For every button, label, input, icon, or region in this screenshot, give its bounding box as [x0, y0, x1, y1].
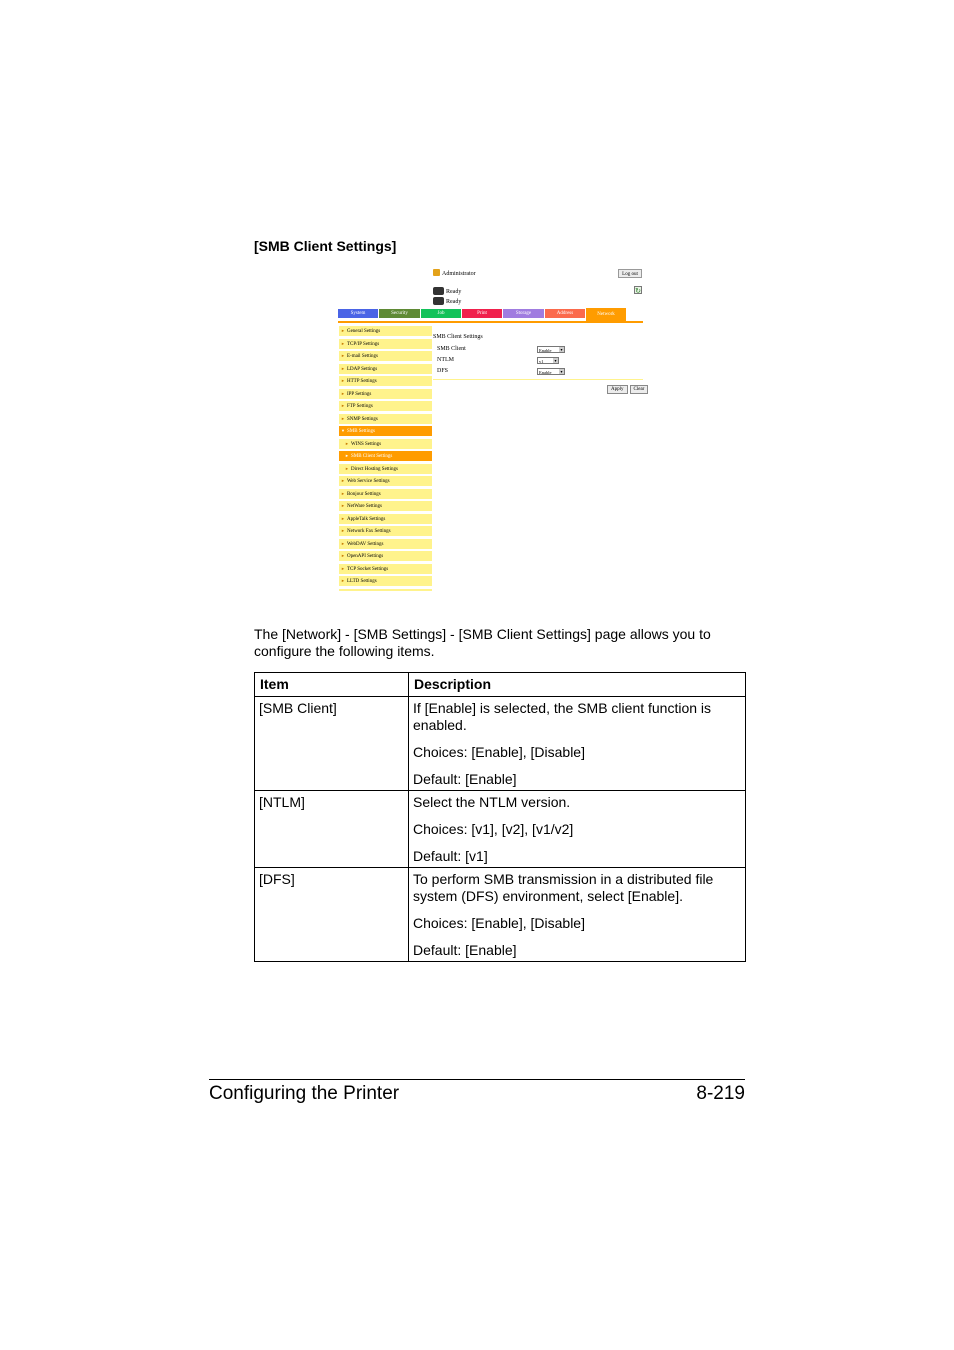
tab-bar: [338, 309, 627, 318]
item-cell: [NTLM]: [255, 791, 409, 868]
arrow-icon: ►: [341, 478, 345, 483]
settings-table: [254, 672, 746, 962]
admin-name: Administrator: [442, 271, 476, 277]
sidebar-item-label: NetWare Settings: [346, 504, 382, 509]
sidebar-item-label: General Settings: [346, 329, 381, 334]
description-line: Choices: [Enable], [Disable]: [413, 915, 585, 931]
sidebar-item-bonjour-settings[interactable]: [339, 489, 432, 499]
sidebar-item-web-service-settings[interactable]: [339, 476, 432, 486]
tab-network[interactable]: Network: [586, 308, 626, 321]
arrow-icon: ►: [341, 328, 345, 333]
table-row: [255, 868, 746, 962]
sidebar-item-label: TCP Socket Settings: [346, 566, 389, 572]
field-row: [433, 355, 643, 366]
page-number: 8-219: [696, 1083, 745, 1104]
clear-button[interactable]: Clear: [630, 385, 649, 394]
sidebar-item-ipp-settings[interactable]: [339, 389, 432, 399]
sidebar-item-webdav-settings[interactable]: [339, 539, 432, 549]
field-select[interactable]: [537, 368, 565, 375]
table-row: [255, 697, 746, 791]
description-line: Choices: [Enable], [Disable]: [413, 744, 585, 760]
arrow-icon: ►: [341, 515, 345, 521]
chevron-down-icon: ▾: [554, 358, 557, 363]
description-line: Select the NTLM version.: [413, 794, 571, 810]
sidebar-item-label: Bonjour Settings: [346, 491, 381, 497]
sidebar-item-snmp-settings[interactable]: [339, 414, 432, 424]
tab-storage[interactable]: Storage: [503, 309, 544, 318]
arrow-icon: ►: [341, 503, 345, 508]
sidebar-item-label: FTP Settings: [346, 404, 373, 409]
tab-system[interactable]: System: [338, 309, 378, 318]
arrow-icon: ►: [341, 565, 345, 571]
sidebar-item-appletalk-settings[interactable]: [339, 514, 432, 524]
header-item: Item: [255, 673, 409, 697]
arrow-icon: ►: [341, 353, 345, 358]
sidebar-item-label: LLTD Settings: [346, 579, 377, 584]
table-row: [255, 791, 746, 868]
description-line: Default: [v1]: [413, 848, 488, 864]
description-line: Default: [Enable]: [413, 771, 517, 787]
arrow-icon: ►: [341, 403, 345, 408]
arrow-icon: ►: [341, 490, 345, 496]
field-select-value: Enable: [539, 370, 552, 375]
description-line: If [Enable] is selected, the SMB client function is enabled.: [413, 700, 712, 733]
footer-divider: [209, 1079, 745, 1080]
arrow-icon: ►: [341, 390, 345, 396]
sidebar-item-smb-settings[interactable]: [339, 426, 432, 436]
field-label: DFS: [437, 368, 449, 374]
field-select[interactable]: [537, 346, 565, 353]
arrow-icon: ►: [341, 340, 345, 346]
settings-title: SMB Client Settings: [433, 334, 483, 340]
header-description: Description: [409, 673, 746, 697]
sidebar-item-label: SMB Client Settings: [350, 454, 393, 459]
sidebar-item-direct-hosting-settings[interactable]: [339, 464, 432, 474]
sidebar-item-label: WebDAV Settings: [346, 541, 384, 547]
tab-print[interactable]: Print: [462, 309, 502, 318]
arrow-icon: ►: [345, 440, 349, 446]
printer-status-text: Ready: [446, 289, 462, 295]
description-line: Choices: [v1], [v2], [v1/v2]: [413, 821, 574, 837]
sidebar-item-label: SNMP Settings: [346, 416, 378, 422]
sidebar-item-wins-settings[interactable]: [339, 439, 432, 449]
description-line: Default: [Enable]: [413, 942, 517, 958]
arrow-icon: ►: [341, 553, 345, 558]
chevron-down-icon: ▾: [560, 347, 563, 352]
description-cell: [409, 868, 746, 962]
arrow-icon: ►: [341, 378, 345, 383]
form-buttons: [605, 385, 648, 394]
field-select[interactable]: [537, 357, 559, 364]
tab-address[interactable]: Address: [545, 309, 585, 318]
table-body: [255, 697, 746, 962]
arrow-icon: ►: [341, 540, 345, 546]
printer-icon: [433, 287, 444, 295]
admin-icon: [433, 269, 440, 276]
sidebar-item-label: Web Service Settings: [346, 479, 390, 484]
sidebar-item-e-mail-settings[interactable]: [339, 351, 432, 361]
sidebar-item-network-fax-settings[interactable]: [339, 526, 432, 536]
expanded-arrow-icon: ▼: [341, 428, 345, 433]
section-heading: [SMB Client Settings]: [254, 238, 397, 254]
sidebar-item-ldap-settings[interactable]: [339, 364, 432, 374]
arrow-icon: ►: [345, 465, 349, 471]
item-cell: [SMB Client]: [255, 697, 409, 791]
menu-footer-bar: [339, 589, 432, 591]
sidebar-item-ftp-settings[interactable]: [339, 401, 432, 411]
logout-button[interactable]: Log out: [618, 269, 642, 278]
tab-job[interactable]: Job: [421, 309, 461, 318]
scanner-icon: [433, 297, 444, 305]
sidebar-item-label: SMB Settings: [346, 429, 375, 434]
table-header-row: [255, 673, 746, 697]
tab-underline: [338, 321, 643, 323]
sidebar-item-openapi-settings[interactable]: [339, 551, 432, 561]
sidebar-item-label: IPP Settings: [346, 391, 372, 397]
sidebar-item-label: WINS Settings: [350, 441, 382, 447]
sidebar-item-label: LDAP Settings: [346, 366, 378, 372]
web-ui-screenshot: [337, 265, 663, 615]
field-label: SMB Client: [437, 346, 466, 352]
sidebar-item-tcp-ip-settings[interactable]: [339, 339, 432, 349]
sidebar-item-http-settings[interactable]: [339, 376, 432, 386]
tab-security[interactable]: Security: [379, 309, 420, 318]
sidebar-item-tcp-socket-settings[interactable]: [339, 564, 432, 574]
sidebar-item-label: Direct Hosting Settings: [350, 466, 398, 472]
scanner-status: [433, 297, 461, 305]
admin-label: [433, 269, 476, 277]
sidebar-item-label: HTTP Settings: [346, 379, 377, 384]
sidebar-item-smb-client-settings[interactable]: [339, 451, 432, 461]
side-menu: [339, 326, 432, 591]
field-select-value: v1: [539, 359, 544, 364]
chevron-down-icon: ▾: [560, 369, 563, 374]
field-row: [433, 344, 643, 355]
scanner-status-text: Ready: [446, 299, 462, 305]
arrow-icon: ►: [341, 528, 345, 533]
description-cell: [409, 697, 746, 791]
sidebar-item-netware-settings[interactable]: [339, 501, 432, 511]
arrow-icon: ►: [341, 365, 345, 371]
sidebar-item-lltd-settings[interactable]: [339, 576, 432, 586]
sidebar-item-general-settings[interactable]: [339, 326, 432, 336]
settings-panel: [433, 334, 643, 380]
field-select-value: Enable: [539, 348, 552, 353]
arrow-icon: ►: [341, 578, 345, 583]
field-row: [433, 366, 643, 377]
description-line: To perform SMB transmission in a distributed file system (DFS) environment, select [Enable].: [413, 871, 714, 904]
arrow-icon: ►: [345, 453, 349, 458]
sidebar-item-label: E-mail Settings: [346, 354, 378, 359]
settings-divider: [433, 379, 643, 380]
apply-button[interactable]: Apply: [607, 385, 628, 394]
intro-paragraph: The [Network] - [SMB Settings] - [SMB Client Settings] page allows you to configure the following items.: [254, 626, 711, 659]
field-label: NTLM: [437, 357, 454, 363]
description-cell: [409, 791, 746, 868]
printer-status: [433, 287, 461, 295]
settings-fields: [433, 344, 643, 377]
arrow-icon: ►: [341, 415, 345, 421]
sidebar-item-label: AppleTalk Settings: [346, 516, 386, 522]
sidebar-item-label: Network Fax Settings: [346, 529, 391, 534]
refresh-icon[interactable]: ↻: [635, 287, 641, 295]
sidebar-item-label: TCP/IP Settings: [346, 341, 380, 347]
sidebar-item-label: OpenAPI Settings: [346, 554, 384, 559]
item-cell: [DFS]: [255, 868, 409, 962]
footer-title: Configuring the Printer: [209, 1083, 400, 1104]
